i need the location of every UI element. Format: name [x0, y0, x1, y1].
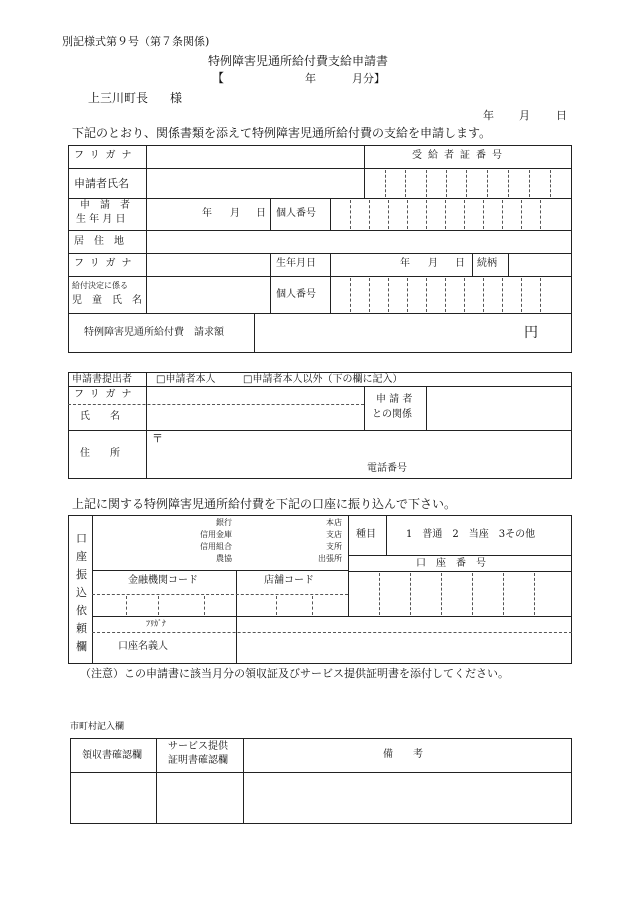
- child-furigana-label: フリガナ: [74, 258, 138, 269]
- form-number: 別記様式第９号（第７条関係): [62, 35, 210, 48]
- period-month: 月分】: [352, 72, 385, 85]
- form-title: 特例障害児通所給付費支給申請書: [208, 54, 389, 68]
- child-name-label-1: 給付決定に係る: [72, 281, 128, 290]
- child-year: 年: [400, 258, 410, 269]
- branch-type-branch: 支店: [326, 530, 342, 539]
- bank-side-label-6: 頼: [76, 622, 87, 635]
- receipt-check-label: 領収書確認欄: [82, 750, 142, 761]
- account-type-label: 種目: [356, 529, 376, 540]
- applicant-birth-label-2: 生 年 月 日: [76, 214, 126, 225]
- office-section-title: 市町村記入欄: [70, 722, 125, 732]
- holder-furigana-label: ﾌﾘｶﾞﾅ: [146, 619, 166, 628]
- child-day: 日: [455, 258, 465, 269]
- applicant-birth-label-1: 申 請 者: [80, 200, 130, 211]
- claim-amount-label: 特例障害児通所給付費 請求額: [84, 327, 224, 338]
- date-month: 月: [519, 109, 530, 122]
- bank-side-label-5: 依: [76, 604, 87, 617]
- child-personal-number-label: 個人番号: [276, 289, 316, 300]
- inst-type-bank: 銀行: [216, 518, 232, 527]
- office-table: [70, 738, 572, 824]
- applicant-furigana-label: フリガナ: [74, 150, 138, 161]
- birth-year: 年: [202, 208, 212, 219]
- child-month: 月: [428, 258, 438, 269]
- relation-label-2: との関係: [372, 409, 412, 420]
- bank-side-label-4: 込: [76, 586, 87, 599]
- certificate-number-label: 受給者証番号: [412, 150, 508, 161]
- personal-number-label: 個人番号: [276, 208, 316, 219]
- inst-type-nokyo: 農協: [216, 554, 232, 563]
- bank-code-label: 金融機関コード: [128, 575, 198, 586]
- applicant-name-label: 申請者氏名: [74, 177, 129, 190]
- intro-text: 下記のとおり、関係書類を添えて特例障害児通所給付費の支給を申請します。: [72, 126, 492, 140]
- yen-unit: 円: [524, 325, 538, 341]
- bank-side-label-7: 欄: [76, 640, 87, 653]
- relation-label: 続柄: [477, 258, 497, 269]
- branch-code-label: 店舗コード: [264, 575, 314, 586]
- postal-mark: 〒: [152, 432, 163, 445]
- applicant-table: [68, 145, 572, 353]
- honorific: 様: [170, 91, 183, 105]
- date-year: 年: [483, 109, 494, 122]
- service-cert-label-1: サービス提供: [168, 741, 228, 752]
- submitter-furigana-label: フリガナ: [74, 389, 138, 400]
- service-cert-label-2: 証明書確認欄: [168, 755, 228, 766]
- submitter-table: [68, 372, 572, 479]
- birth-month: 月: [230, 208, 240, 219]
- account-number-label: 口 座 番 号: [416, 558, 486, 569]
- branch-type-head: 本店: [326, 518, 342, 527]
- submitter-name-label: 氏 名: [80, 411, 120, 422]
- remarks-label: 備 考: [383, 749, 423, 760]
- account-holder-label: 口座名義人: [118, 641, 168, 652]
- bank-side-label-3: 振: [76, 568, 87, 581]
- branch-type-office: 出張所: [318, 554, 342, 563]
- child-birthdate-label: 生年月日: [276, 258, 316, 269]
- bank-intro-text: 上記に関する特例障害児通所給付費を下記の口座に振り込んで下さい。: [72, 497, 457, 511]
- submitter-address-label: 住 所: [80, 448, 120, 459]
- branch-type-sub: 支所: [326, 542, 342, 551]
- relation-label-1: 申 請 者: [376, 394, 413, 405]
- option-applicant-self[interactable]: □申請者本人: [156, 374, 216, 385]
- birth-day: 日: [256, 208, 266, 219]
- inst-type-shinkin: 信用金庫: [200, 530, 232, 539]
- bank-side-label-1: 口: [76, 532, 87, 545]
- period-open-bracket: 【: [212, 71, 225, 85]
- phone-label: 電話番号: [367, 463, 407, 474]
- account-type-options[interactable]: 1 普通 2 当座 3その他: [406, 529, 536, 540]
- bank-side-label-2: 座: [76, 550, 87, 563]
- option-other-person[interactable]: □申請者本人以外（下の欄に記入）: [243, 374, 403, 385]
- child-name-label-2: 児 童 氏 名: [72, 295, 142, 306]
- date-day: 日: [556, 109, 567, 122]
- address-label: 居 住 地: [74, 236, 124, 247]
- submitter-label: 申請書提出者: [72, 374, 132, 385]
- attachment-note: （注意）この申請書に該当月分の領収証及びサービス提供証明書を添付してください。: [80, 667, 509, 680]
- addressee: 上三川町長: [88, 91, 149, 105]
- period-year: 年: [305, 72, 316, 85]
- inst-type-kumiai: 信用組合: [200, 542, 232, 551]
